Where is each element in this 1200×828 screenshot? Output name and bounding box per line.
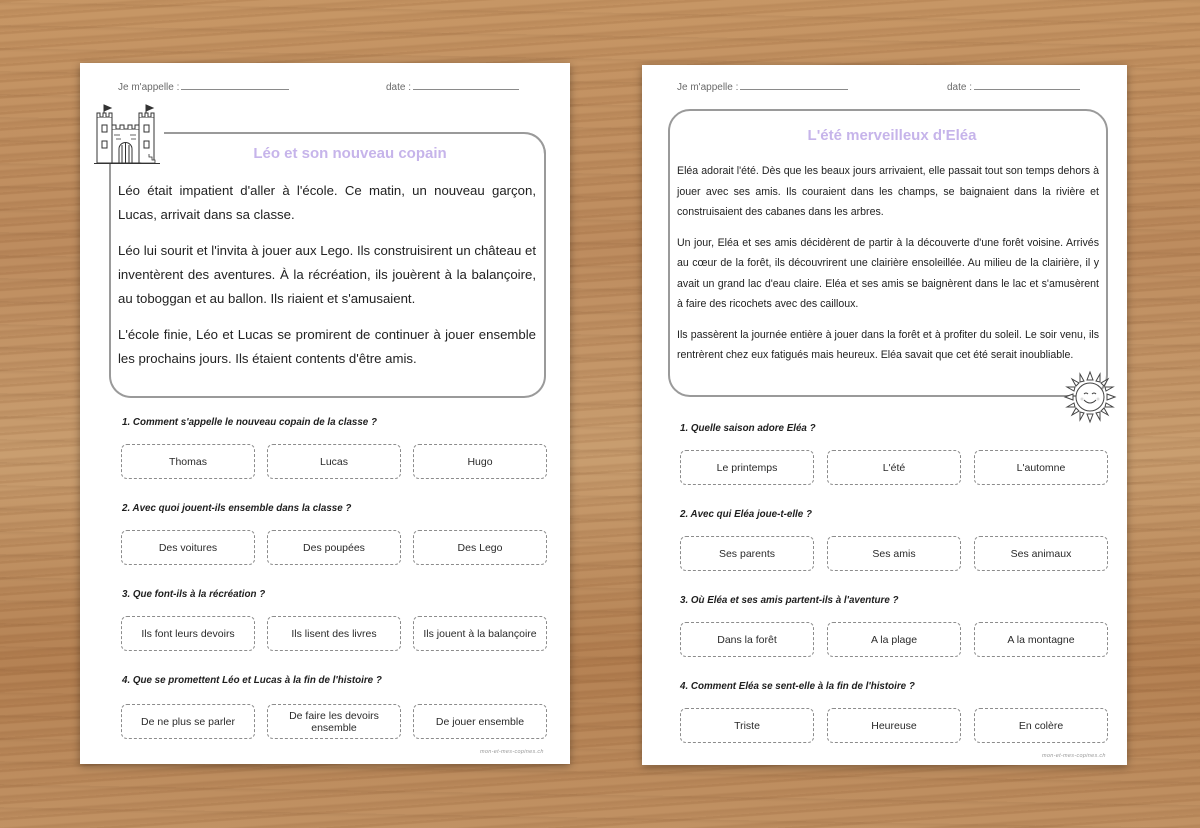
answer-option[interactable]: De ne plus se parler — [121, 704, 255, 739]
question-2: 2. Avec quoi jouent-ils ensemble dans la classe ? — [122, 503, 352, 514]
story-text — [677, 161, 1099, 376]
question-3: 3. Que font-ils à la récréation ? — [122, 589, 266, 600]
worksheet-elea — [642, 65, 1127, 765]
answer-option[interactable]: De jouer ensemble — [413, 704, 547, 739]
story-text — [118, 179, 536, 383]
name-field[interactable] — [118, 80, 289, 93]
answer-option[interactable]: Des Lego — [413, 530, 547, 565]
sun-icon — [1063, 370, 1117, 424]
name-label: Je m'appelle : — [118, 82, 180, 93]
castle-icon — [94, 103, 160, 167]
question-2: 2. Avec qui Eléa joue-t-elle ? — [680, 509, 812, 520]
story-title: L'été merveilleux d'Eléa — [807, 127, 977, 144]
answer-option[interactable]: L'automne — [974, 450, 1108, 485]
question-1: 1. Comment s'appelle le nouveau copain de la classe ? — [122, 417, 377, 428]
watermark: mon-et-mes-copines.ch — [480, 749, 544, 755]
date-label: date : — [386, 82, 412, 93]
story-paragraph: Léo lui sourit et l'invita à jouer aux Lego. Ils construisirent un château et inventèrent des aventures. À la récréation, ils jouèrent à la balançoire, au toboggan et au ballon. Ils riaient et s'amusaient. — [118, 243, 536, 306]
answer-option[interactable]: Hugo — [413, 444, 547, 479]
watermark: mon-et-mes-copines.ch — [1042, 753, 1106, 759]
story-paragraph: Un jour, Eléa et ses amis décidèrent de partir à la découverte d'une forêt voisine. Arrivés au cœur de la forêt, ils découvrirent une clairière ensoleillée. Au milieu de la clairière, il y avait un grand lac d'eau claire. Eléa et ses amis se baignèrent dans le lac et s'amusèrent à faire des ricochets avec des cailloux. — [677, 236, 1099, 310]
date-field[interactable] — [386, 80, 519, 93]
date-field[interactable] — [947, 80, 1080, 93]
name-label: Je m'appelle : — [677, 82, 739, 93]
answer-option[interactable]: Thomas — [121, 444, 255, 479]
answer-option[interactable]: Ils lisent des livres — [267, 616, 401, 651]
worksheet-leo — [80, 63, 570, 764]
answer-option[interactable]: Ses parents — [680, 536, 814, 571]
answer-option[interactable]: Triste — [680, 708, 814, 743]
answer-option[interactable]: Heureuse — [827, 708, 961, 743]
story-paragraph: Léo était impatient d'aller à l'école. Ce matin, un nouveau garçon, Lucas, arrivait dans sa classe. — [118, 183, 536, 222]
question-4: 4. Comment Eléa se sent-elle à la fin de l'histoire ? — [680, 681, 915, 692]
answer-option[interactable]: Dans la forêt — [680, 622, 814, 657]
answer-option[interactable]: A la plage — [827, 622, 961, 657]
answer-option[interactable]: Des poupées — [267, 530, 401, 565]
answer-option[interactable]: De faire les devoirs ensemble — [267, 704, 401, 739]
story-paragraph: Eléa adorait l'été. Dès que les beaux jours arrivaient, elle passait tout son temps dehors à jouer avec ses amis. Ils couraient dans les champs, se baignaient dans la rivière et construisaient des cabanes dans les arbres. — [677, 165, 1099, 218]
question-3: 3. Où Eléa et ses amis partent-ils à l'aventure ? — [680, 595, 899, 606]
story-paragraph: Ils passèrent la journée entière à jouer dans la forêt et à profiter du soleil. Le soir venu, ils rentrèrent chez eux fatigués mais heureux. Eléa savait que cet été serait inoubliable. — [677, 328, 1099, 361]
answer-option[interactable]: Ses animaux — [974, 536, 1108, 571]
date-label: date : — [947, 82, 973, 93]
story-title: Léo et son nouveau copain — [253, 145, 447, 162]
answer-option[interactable]: L'été — [827, 450, 961, 485]
story-paragraph: L'école finie, Léo et Lucas se promirent de continuer à jouer ensemble les prochains jours. Ils étaient contents d'être amis. — [118, 327, 536, 366]
answer-option[interactable]: Le printemps — [680, 450, 814, 485]
name-field[interactable] — [677, 80, 848, 93]
answer-option[interactable]: A la montagne — [974, 622, 1108, 657]
question-4: 4. Que se promettent Léo et Lucas à la fin de l'histoire ? — [122, 675, 382, 686]
answer-option[interactable]: En colère — [974, 708, 1108, 743]
answer-option[interactable]: Ils font leurs devoirs — [121, 616, 255, 651]
question-1: 1. Quelle saison adore Eléa ? — [680, 423, 816, 434]
answer-option[interactable]: Des voitures — [121, 530, 255, 565]
answer-option[interactable]: Ses amis — [827, 536, 961, 571]
answer-option[interactable]: Ils jouent à la balançoire — [413, 616, 547, 651]
answer-option[interactable]: Lucas — [267, 444, 401, 479]
